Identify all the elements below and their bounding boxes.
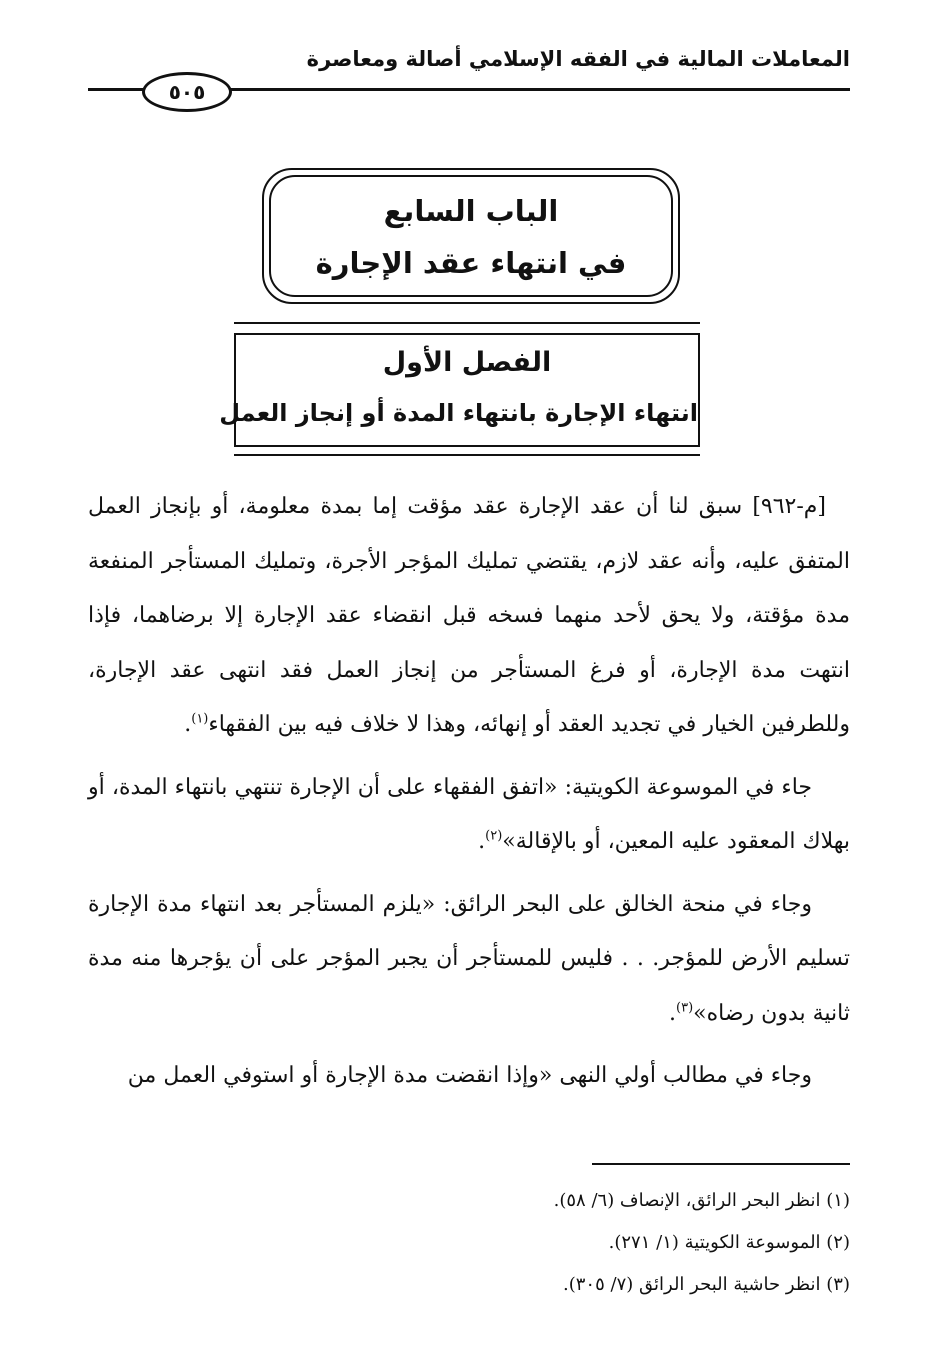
paragraph-end: . [478,829,486,854]
chapter-title-inner-frame [269,175,673,297]
paragraph [88,480,850,753]
paragraph-end: . [669,1000,677,1026]
chapter-subtitle: في انتهاء عقد الإجارة [315,246,627,280]
footnote-ref: (١) [191,711,209,727]
page-number: ٥٠٥ [142,72,232,112]
footnote-ref: (٣) [676,1000,694,1016]
section-title: الفصل الأول [382,347,552,378]
footnote-rule [592,1163,850,1165]
footnote-2: (٢) الموسوعة الكويتية (١/ ٢٧١). [608,1232,850,1253]
chapter-title: الباب السابع [383,194,559,228]
section-subtitle: انتهاء الإجارة بانتهاء المدة أو إنجاز العمل [219,399,698,427]
footnote-3: (٣) انظر حاشية البحر الرائق (٧/ ٣٠٥). [563,1274,850,1295]
paragraph-text: وجاء في منحة الخالق على البحر الرائق: «يلزم المستأجر بعد انتهاء مدة الإجارة تسليم الأرض للمؤجر. . . فليس للمستأجر أن يجبر المؤجر على أن يؤجرها منه مدة ثانية بدون رضاه» [88,891,850,1026]
footnote-ref: (٢) [485,828,503,844]
paragraph [88,761,850,870]
section-title-box [219,333,700,447]
footnote-1: (١) انظر البحر الرائق، الإنصاف (٦/ ٥٨). [553,1190,850,1211]
paragraph [88,878,850,1042]
paragraph-text: جاء في الموسوعة الكويتية: «اتفق الفقهاء على أن الإجارة تنتهي بانتهاء المدة، أو بهلاك المعقود عليه المعين، أو بالإقالة» [88,774,850,854]
body-text [88,480,850,1112]
paragraph-text: وجاء في مطالب أولي النهى «وإذا انقضت مدة الإجارة أو استوفي العمل من [127,1063,812,1088]
section-top-rule [234,322,700,324]
chapter-title-box [262,168,680,304]
running-title: المعاملات المالية في الفقه الإسلامي أصالة ومعاصرة [306,47,850,71]
section-bottom-rule [234,454,700,456]
footnotes [88,1180,850,1306]
paragraph [88,1049,850,1104]
paragraph-end: . [184,712,192,737]
paragraph-text: [م-٩٦٢] سبق لنا أن عقد الإجارة عقد مؤقت إما بمدة معلومة، أو بإنجاز العمل المتفق عليه، وأنه عقد لازم، يقتضي تمليك المؤجر الأجرة، وتمليك المستأجر المنفعة مدة مؤقتة، ولا يحق لأحد منهما فسخه قبل انقضاء عقد الإجارة إلا برضاهما، فإذا انتهت مدة الإجارة، أو فرغ المستأجر من إنجاز العمل فقد انتهى عقد الإجارة، وللطرفين الخيار في تجديد العقد أو إنهائه، وهذا لا خلاف فيه بين الفقهاء [88,494,850,737]
